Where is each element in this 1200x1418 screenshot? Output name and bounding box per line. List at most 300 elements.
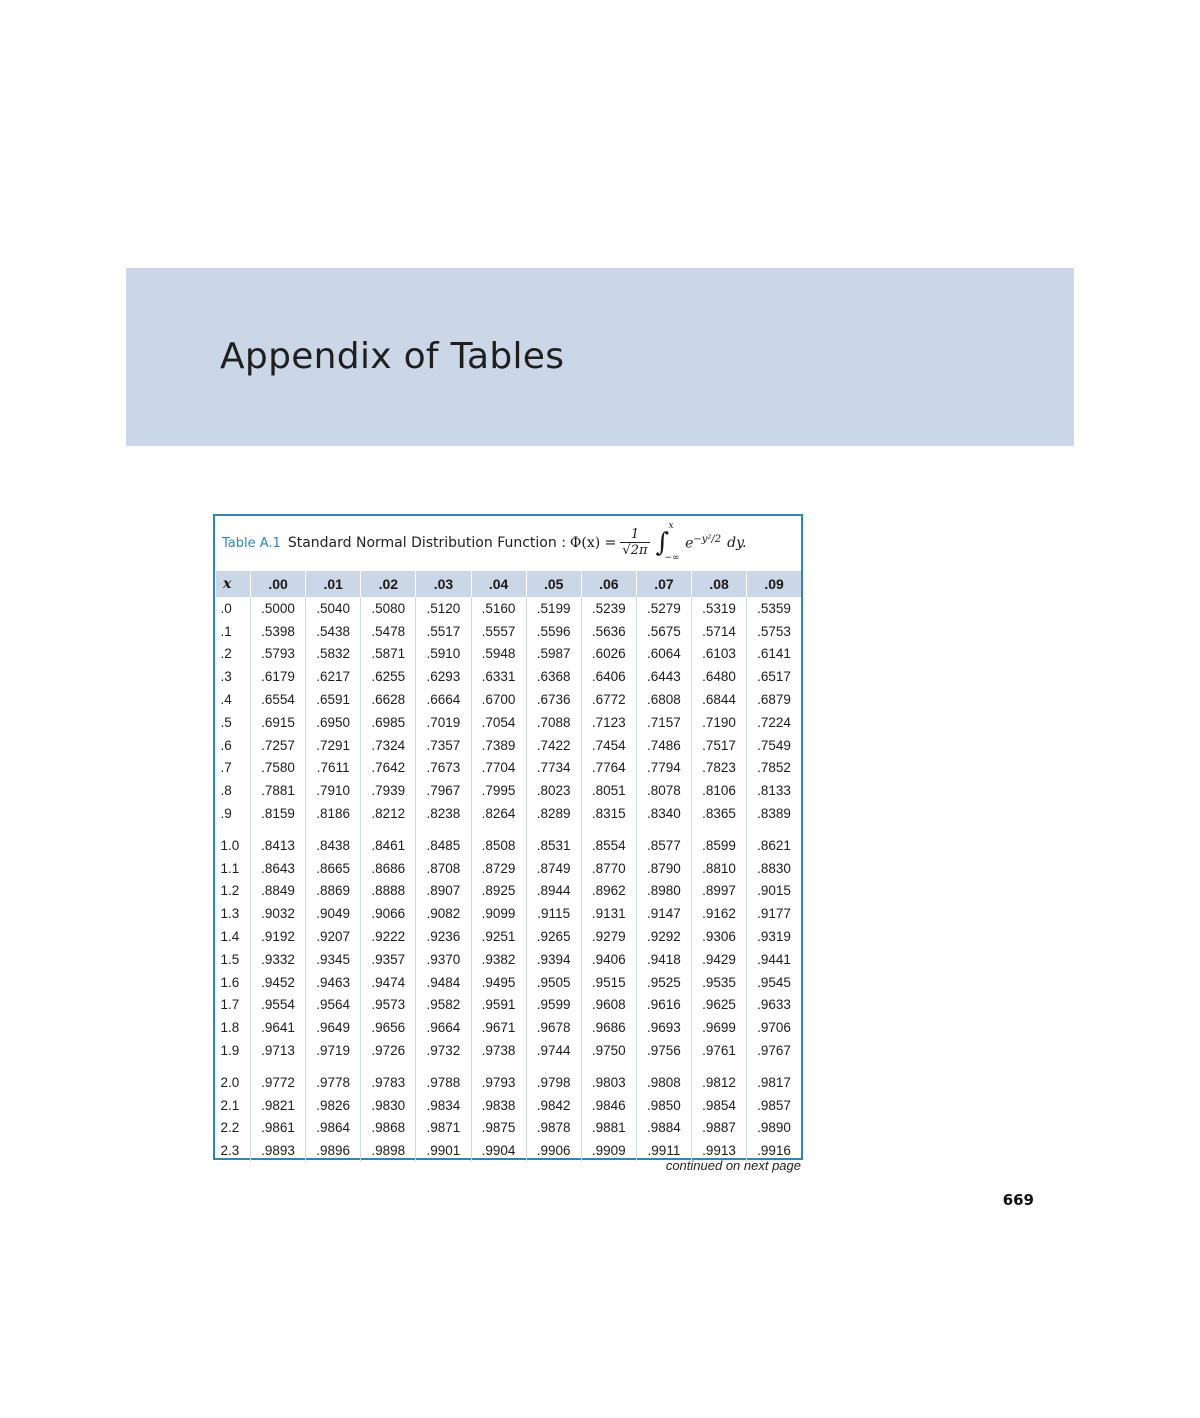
probability-cell: .5000	[251, 597, 306, 620]
table-row	[216, 665, 802, 688]
column-header: .07	[636, 571, 691, 597]
probability-cell: .9834	[416, 1094, 471, 1117]
probability-cell: .9896	[306, 1139, 361, 1162]
probability-cell: .9147	[636, 902, 691, 925]
normal-distribution-table	[213, 514, 803, 1160]
formula-denominator: √2π	[622, 543, 648, 558]
probability-cell: .9441	[747, 948, 801, 971]
probability-cell: .6406	[581, 665, 636, 688]
probability-cell: .7257	[251, 734, 306, 757]
table-row	[216, 1094, 802, 1117]
probability-cell: .7642	[361, 757, 416, 780]
probability-cell: .9394	[526, 948, 581, 971]
probability-cell: .9713	[251, 1039, 306, 1062]
probability-cell: .7794	[636, 757, 691, 780]
probability-cell: .7224	[747, 711, 801, 734]
integrand-exponent: −y²/2	[693, 534, 722, 546]
formula-lhs: Φ(x) =	[569, 535, 617, 551]
probability-cell: .8810	[692, 857, 747, 880]
probability-cell: .5910	[416, 643, 471, 666]
page-number: 669	[1002, 1191, 1034, 1209]
probability-cell: .9812	[692, 1062, 747, 1094]
probability-cell: .9452	[251, 971, 306, 994]
probability-cell: .9177	[747, 902, 801, 925]
probability-cell: .7823	[692, 757, 747, 780]
probability-cell: .6368	[526, 665, 581, 688]
probability-cell: .5478	[361, 620, 416, 643]
column-header: .08	[692, 571, 747, 597]
integral-lower-limit: −∞	[664, 553, 680, 563]
probability-cell: .6700	[471, 688, 526, 711]
formula-differential: dy.	[727, 535, 747, 551]
probability-cell: .9803	[581, 1062, 636, 1094]
table-row	[216, 1117, 802, 1140]
probability-cell: .6772	[581, 688, 636, 711]
probability-cell: .7123	[581, 711, 636, 734]
table-body	[216, 597, 802, 1162]
probability-cell: .5438	[306, 620, 361, 643]
probability-cell: .9671	[471, 1016, 526, 1039]
probability-cell: .8531	[526, 825, 581, 857]
probability-cell: .9608	[581, 994, 636, 1017]
probability-cell: .8790	[636, 857, 691, 880]
probability-cell: .9868	[361, 1117, 416, 1140]
probability-cell: .9875	[471, 1117, 526, 1140]
row-x-value: .8	[220, 783, 232, 799]
probability-cell: .6844	[692, 688, 747, 711]
probability-cell: .5832	[306, 643, 361, 666]
row-x-value: .0	[220, 600, 232, 616]
table-row	[216, 1016, 802, 1039]
probability-cell: .9515	[581, 971, 636, 994]
probability-cell: .8461	[361, 825, 416, 857]
probability-cell: .9719	[306, 1039, 361, 1062]
probability-cell: .8980	[636, 880, 691, 903]
probability-cell: .6664	[416, 688, 471, 711]
probability-cell: .7549	[747, 734, 801, 757]
probability-cell: .8438	[306, 825, 361, 857]
probability-cell: .9750	[581, 1039, 636, 1062]
row-x-value: 2.3	[220, 1143, 240, 1159]
table-row	[216, 971, 802, 994]
probability-cell: .8238	[416, 802, 471, 825]
column-header: .01	[306, 571, 361, 597]
row-x-value: 1.1	[220, 860, 240, 876]
probability-cell: .9732	[416, 1039, 471, 1062]
column-header: .05	[526, 571, 581, 597]
probability-cell: .9463	[306, 971, 361, 994]
probability-cell: .9554	[251, 994, 306, 1017]
probability-cell: .9738	[471, 1039, 526, 1062]
probability-cell: .8888	[361, 880, 416, 903]
probability-cell: .8159	[251, 802, 306, 825]
probability-cell: .9292	[636, 925, 691, 948]
probability-cell: .7580	[251, 757, 306, 780]
probability-cell: .9726	[361, 1039, 416, 1062]
probability-cell: .9545	[747, 971, 801, 994]
probability-cell: .6331	[471, 665, 526, 688]
row-x-value: 1.6	[220, 974, 240, 990]
row-x-value: 1.9	[220, 1043, 240, 1059]
probability-cell: .6026	[581, 643, 636, 666]
probability-cell: .9761	[692, 1039, 747, 1062]
probability-cell: .5987	[526, 643, 581, 666]
row-x-value: .6	[220, 737, 232, 753]
probability-cell: .9744	[526, 1039, 581, 1062]
probability-cell: .7673	[416, 757, 471, 780]
probability-cell: .8023	[526, 779, 581, 802]
probability-cell: .7486	[636, 734, 691, 757]
probability-cell: .9788	[416, 1062, 471, 1094]
table-caption	[215, 516, 801, 570]
probability-cell: .9495	[471, 971, 526, 994]
probability-cell: .9207	[306, 925, 361, 948]
probability-cell: .9236	[416, 925, 471, 948]
probability-cell: .6103	[692, 643, 747, 666]
probability-cell: .7291	[306, 734, 361, 757]
cdf-formula	[569, 521, 747, 563]
row-x-value: .9	[220, 806, 232, 822]
probability-cell: .6591	[306, 688, 361, 711]
probability-cell: .9884	[636, 1117, 691, 1140]
probability-cell: .6736	[526, 688, 581, 711]
probability-cell: .9887	[692, 1117, 747, 1140]
probability-cell: .8289	[526, 802, 581, 825]
integral-sign: ∫ x −∞	[655, 521, 680, 563]
probability-cell: .9382	[471, 948, 526, 971]
probability-cell: .9861	[251, 1117, 306, 1140]
probability-cell: .5199	[526, 597, 581, 620]
probability-cell: .7939	[361, 779, 416, 802]
probability-cell: .8907	[416, 880, 471, 903]
probability-cell: .9846	[581, 1094, 636, 1117]
probability-cell: .8186	[306, 802, 361, 825]
probability-cell: .7088	[526, 711, 581, 734]
probability-cell: .9251	[471, 925, 526, 948]
table-row	[216, 825, 802, 857]
probability-cell: .5359	[747, 597, 801, 620]
integral-upper-limit: x	[668, 521, 674, 531]
probability-cell: .5398	[251, 620, 306, 643]
row-x-value: 2.0	[220, 1074, 240, 1090]
table-row	[216, 902, 802, 925]
probability-cell: .9032	[251, 902, 306, 925]
probability-cell: .9854	[692, 1094, 747, 1117]
probability-cell: .7764	[581, 757, 636, 780]
probability-cell: .8051	[581, 779, 636, 802]
table-row	[216, 857, 802, 880]
formula-numerator: 1	[630, 527, 640, 542]
probability-cell: .5080	[361, 597, 416, 620]
probability-cell: .9115	[526, 902, 581, 925]
probability-cell: .8770	[581, 857, 636, 880]
probability-cell: .6179	[251, 665, 306, 688]
column-header: .02	[361, 571, 416, 597]
probability-cell: .9279	[581, 925, 636, 948]
probability-cell: .9474	[361, 971, 416, 994]
table-row	[216, 711, 802, 734]
probability-cell: .9857	[747, 1094, 801, 1117]
probability-cell: .9664	[416, 1016, 471, 1039]
probability-cell: .7995	[471, 779, 526, 802]
probability-cell: .8729	[471, 857, 526, 880]
chapter-title: Appendix of Tables	[220, 336, 565, 377]
probability-cell: .9850	[636, 1094, 691, 1117]
probability-cell: .8830	[747, 857, 801, 880]
probability-cell: .9656	[361, 1016, 416, 1039]
table-row	[216, 597, 802, 620]
probability-cell: .9916	[747, 1139, 801, 1162]
probability-cell: .8599	[692, 825, 747, 857]
probability-cell: .9015	[747, 880, 801, 903]
probability-cell: .9484	[416, 971, 471, 994]
probability-cell: .6217	[306, 665, 361, 688]
probability-cell: .9911	[636, 1139, 691, 1162]
probability-cell: .5793	[251, 643, 306, 666]
probability-cell: .9904	[471, 1139, 526, 1162]
row-x-value: 1.8	[220, 1020, 240, 1036]
probability-cell: .9573	[361, 994, 416, 1017]
probability-cell: .6480	[692, 665, 747, 688]
table-row	[216, 643, 802, 666]
row-x-value: 1.3	[220, 906, 240, 922]
probability-cell: .9881	[581, 1117, 636, 1140]
probability-cell: .9693	[636, 1016, 691, 1039]
probability-cell: .9772	[251, 1062, 306, 1094]
probability-cell: .8340	[636, 802, 691, 825]
column-header: .00	[251, 571, 306, 597]
probability-cell: .8686	[361, 857, 416, 880]
probability-cell: .9131	[581, 902, 636, 925]
formula-integrand	[685, 534, 721, 552]
table-caption-text: Standard Normal Distribution Function :	[287, 535, 566, 551]
row-x-value: .3	[220, 669, 232, 685]
probability-cell: .9265	[526, 925, 581, 948]
probability-cell: .7967	[416, 779, 471, 802]
table-row	[216, 1039, 802, 1062]
probability-cell: .9778	[306, 1062, 361, 1094]
probability-cell: .5160	[471, 597, 526, 620]
probability-cell: .8849	[251, 880, 306, 903]
probability-cell: .9406	[581, 948, 636, 971]
probability-cell: .8264	[471, 802, 526, 825]
probability-cell: .9838	[471, 1094, 526, 1117]
probability-cell: .8365	[692, 802, 747, 825]
row-x-value: .4	[220, 692, 232, 708]
probability-cell: .5753	[747, 620, 801, 643]
probability-cell: .7852	[747, 757, 801, 780]
probability-cell: .5319	[692, 597, 747, 620]
probability-cell: .9370	[416, 948, 471, 971]
row-x-value: .7	[220, 760, 232, 776]
probability-cell: .9649	[306, 1016, 361, 1039]
row-x-value: 2.2	[220, 1120, 240, 1136]
probability-cell: .9357	[361, 948, 416, 971]
column-header: .06	[581, 571, 636, 597]
probability-cell: .6950	[306, 711, 361, 734]
probability-cell: .5675	[636, 620, 691, 643]
probability-cell: .5239	[581, 597, 636, 620]
probability-cell: .7190	[692, 711, 747, 734]
probability-cell: .9890	[747, 1117, 801, 1140]
probability-cell: .8925	[471, 880, 526, 903]
table-row	[216, 757, 802, 780]
probability-cell: .7422	[526, 734, 581, 757]
column-header-x: x	[216, 571, 251, 597]
probability-cell: .5948	[471, 643, 526, 666]
probability-cell: .8078	[636, 779, 691, 802]
table-row	[216, 802, 802, 825]
probability-cell: .8944	[526, 880, 581, 903]
probability-cell: .5636	[581, 620, 636, 643]
probability-cell: .9162	[692, 902, 747, 925]
row-x-value: .1	[220, 623, 232, 639]
probability-cell: .9222	[361, 925, 416, 948]
probability-cell: .5120	[416, 597, 471, 620]
probability-cell: .7454	[581, 734, 636, 757]
probability-cell: .7517	[692, 734, 747, 757]
probability-cell: .9798	[526, 1062, 581, 1094]
probability-cell: .7734	[526, 757, 581, 780]
table-row	[216, 880, 802, 903]
probability-cell: .9893	[251, 1139, 306, 1162]
table-row	[216, 1062, 802, 1094]
probability-cell: .9505	[526, 971, 581, 994]
table-row	[216, 994, 802, 1017]
probability-cell: .9871	[416, 1117, 471, 1140]
probability-cell: .9898	[361, 1139, 416, 1162]
probability-cell: .8621	[747, 825, 801, 857]
probability-cell: .9049	[306, 902, 361, 925]
row-x-value: 2.1	[220, 1097, 240, 1113]
probability-cell: .9192	[251, 925, 306, 948]
column-header: .04	[471, 571, 526, 597]
row-x-value: 1.4	[220, 929, 240, 945]
probability-cell: .7157	[636, 711, 691, 734]
probability-cell: .9901	[416, 1139, 471, 1162]
probability-cell: .9678	[526, 1016, 581, 1039]
probability-cell: .8577	[636, 825, 691, 857]
probability-cell: .5871	[361, 643, 416, 666]
probability-cell: .5517	[416, 620, 471, 643]
probability-cell: .8749	[526, 857, 581, 880]
probability-cell: .7881	[251, 779, 306, 802]
probability-cell: .8485	[416, 825, 471, 857]
row-x-value: 1.0	[220, 837, 240, 853]
probability-cell: .9332	[251, 948, 306, 971]
chapter-banner	[126, 268, 1074, 446]
row-x-value: .2	[220, 646, 232, 662]
probability-cell: .9641	[251, 1016, 306, 1039]
probability-cell: .9345	[306, 948, 361, 971]
probability-cell: .9909	[581, 1139, 636, 1162]
probability-cell: .7357	[416, 734, 471, 757]
probability-cell: .9864	[306, 1117, 361, 1140]
probability-cell: .9699	[692, 1016, 747, 1039]
probability-cell: .6293	[416, 665, 471, 688]
probability-cell: .6808	[636, 688, 691, 711]
probability-cell: .7324	[361, 734, 416, 757]
probability-cell: .5040	[306, 597, 361, 620]
probability-cell: .9842	[526, 1094, 581, 1117]
probability-cell: .9582	[416, 994, 471, 1017]
formula-fraction	[620, 527, 649, 559]
probability-cell: .6915	[251, 711, 306, 734]
probability-cell: .9830	[361, 1094, 416, 1117]
probability-cell: .7019	[416, 711, 471, 734]
table-label: Table A.1	[222, 535, 281, 551]
probability-cell: .9319	[747, 925, 801, 948]
probability-cell: .9808	[636, 1062, 691, 1094]
probability-cell: .6554	[251, 688, 306, 711]
column-header: .09	[747, 571, 801, 597]
probability-cell: .8665	[306, 857, 361, 880]
probability-cell: .9878	[526, 1117, 581, 1140]
probability-cell: .7054	[471, 711, 526, 734]
probability-cell: .9429	[692, 948, 747, 971]
probability-cell: .8962	[581, 880, 636, 903]
probability-cell: .9525	[636, 971, 691, 994]
probability-cell: .9767	[747, 1039, 801, 1062]
probability-cell: .9793	[471, 1062, 526, 1094]
probability-cell: .9418	[636, 948, 691, 971]
probability-cell: .8212	[361, 802, 416, 825]
probability-cell: .8106	[692, 779, 747, 802]
probability-cell: .6985	[361, 711, 416, 734]
probability-cell: .9625	[692, 994, 747, 1017]
probability-cell: .9756	[636, 1039, 691, 1062]
probability-cell: .6141	[747, 643, 801, 666]
probability-cell: .8315	[581, 802, 636, 825]
probability-cell: .9706	[747, 1016, 801, 1039]
table-row	[216, 925, 802, 948]
row-x-value: 1.2	[220, 883, 240, 899]
probability-cell: .9783	[361, 1062, 416, 1094]
probability-cell: .9599	[526, 994, 581, 1017]
table-row	[216, 734, 802, 757]
probability-cell: .7611	[306, 757, 361, 780]
probability-cell: .8508	[471, 825, 526, 857]
probability-cell: .8413	[251, 825, 306, 857]
row-x-value: 1.7	[220, 997, 240, 1013]
probability-cell: .6064	[636, 643, 691, 666]
probability-table	[215, 571, 801, 1162]
probability-cell: .9616	[636, 994, 691, 1017]
probability-cell: .9082	[416, 902, 471, 925]
probability-cell: .9099	[471, 902, 526, 925]
probability-cell: .9906	[526, 1139, 581, 1162]
probability-cell: .9306	[692, 925, 747, 948]
continued-note: continued on next page	[665, 1158, 801, 1173]
probability-cell: .5714	[692, 620, 747, 643]
probability-cell: .9686	[581, 1016, 636, 1039]
table-row	[216, 620, 802, 643]
table-row	[216, 779, 802, 802]
probability-cell: .9066	[361, 902, 416, 925]
probability-cell: .8554	[581, 825, 636, 857]
probability-cell: .8389	[747, 802, 801, 825]
probability-cell: .9817	[747, 1062, 801, 1094]
probability-cell: .5279	[636, 597, 691, 620]
probability-cell: .8997	[692, 880, 747, 903]
probability-cell: .7704	[471, 757, 526, 780]
probability-cell: .9913	[692, 1139, 747, 1162]
integrand-base: e	[685, 535, 694, 552]
column-header: .03	[416, 571, 471, 597]
probability-cell: .8643	[251, 857, 306, 880]
probability-cell: .9633	[747, 994, 801, 1017]
probability-cell: .9826	[306, 1094, 361, 1117]
